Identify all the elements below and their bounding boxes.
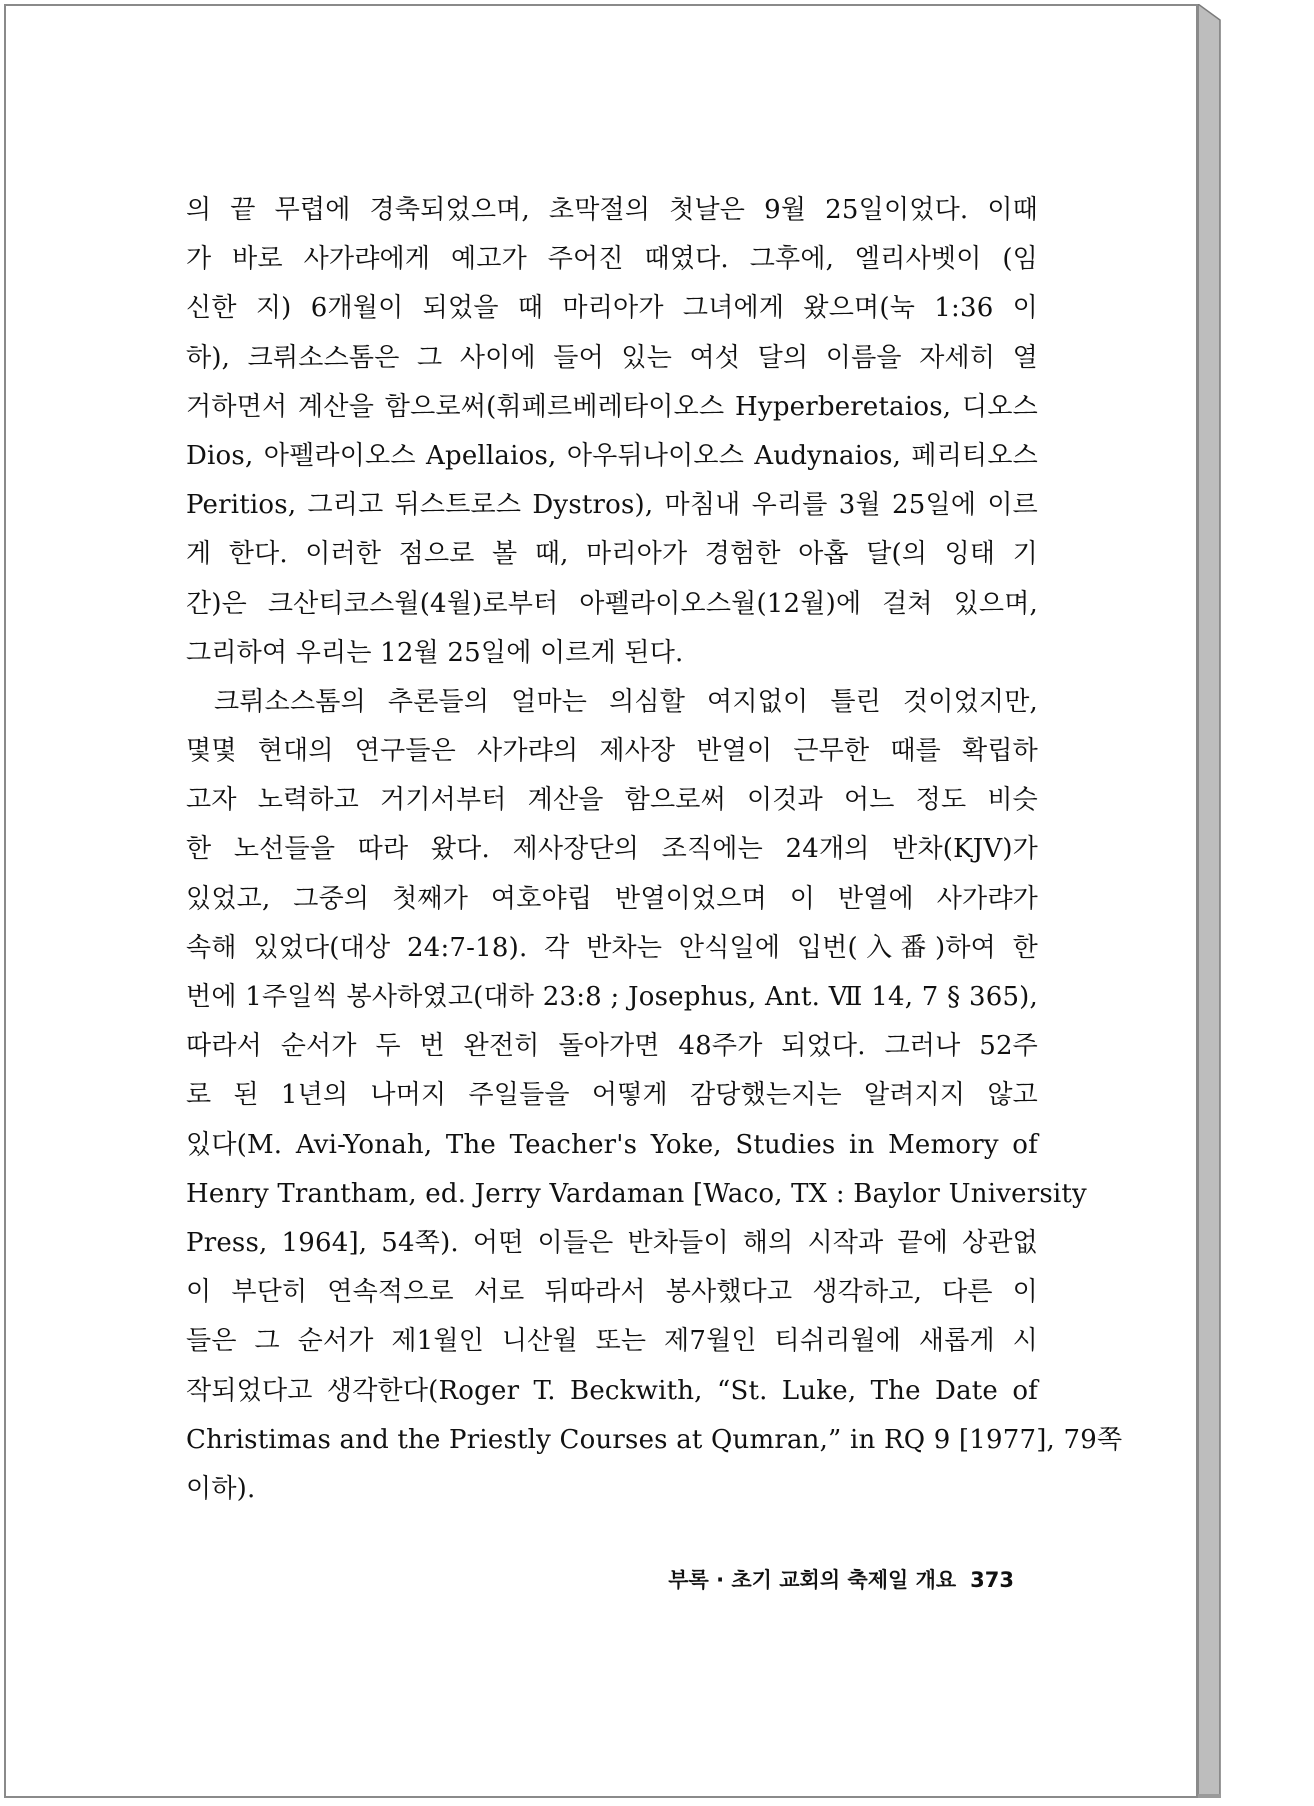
text-line: 몇몇 현대의 연구들은 사가랴의 제사장 반열이 근무한 때를 확립하 [186,736,1038,767]
text-line: 간)은 크산티코스월(4월)로부터 아펠라이오스월(12월)에 걸쳐 있으며, [186,588,1038,619]
text-line: 가 바로 사가랴에게 예고가 주어진 때였다. 그후에, 엘리사벳이 (임 [186,244,1038,275]
text-line: 의 끝 무렵에 경축되었으며, 초막절의 첫날은 9월 25일이었다. 이때 [186,195,1038,225]
text-line: 작되었다고 생각한다(Roger T. Beckwith, “St. Luke, The Date of [186,1375,1038,1406]
text-line: Press, 1964], 54쪽). 어떤 이들은 반차들이 해의 시작과 끝에 상관없 [186,1227,1038,1258]
text-line: Christimas and the Priestly Courses at Qumran,” in RQ 9 [1977], 79쪽 [186,1424,1123,1455]
text-line: 있다(M. Avi-Yonah, The Teacher's Yoke, Studies in Memory of [186,1129,1038,1160]
text-line: 거하면서 계산을 함으로써(휘페르베레타이오스 Hyperberetaios, 디오스 [186,391,1038,422]
text-line: 따라서 순서가 두 번 완전히 돌아가면 48주가 되었다. 그러나 52주 [186,1031,1038,1062]
text-line: Peritios, 그리고 뒤스트로스 Dystros), 마침내 우리를 3월 25일에 이르 [186,490,1038,521]
text-line: 로 된 1년의 나머지 주일들을 어떻게 감당했는지는 알려지지 않고 [186,1080,1038,1111]
page-edge-shadow [1198,4,1226,1798]
text-line: 크뤼소스톰의 추론들의 얼마는 의심할 여지없이 틀린 것이었지만, [214,686,1038,717]
text-line: Henry Trantham, ed. Jerry Vardaman [Waco, TX : Baylor University [186,1178,1087,1209]
text-line: 한 노선들을 따라 왔다. 제사장단의 조직에는 24개의 반차(KJV)가 [186,834,1038,865]
page-edge-graphic [1198,4,1226,1798]
body-text [186,186,1123,1514]
text-line: 속해 있었다(대상 24:7-18). 각 반차는 안식일에 입번(入番)하여 한 [186,932,1038,963]
text-line: 게 한다. 이러한 점으로 볼 때, 마리아가 경험한 아홉 달(의 잉태 기 [186,539,1038,570]
page-number: 373 [970,1568,1014,1592]
text-line: 고자 노력하고 거기서부터 계산을 함으로써 이것과 어느 정도 비슷 [186,785,1038,816]
text-line: 그리하여 우리는 12월 25일에 이르게 된다. [186,637,684,668]
text-line: 신한 지) 6개월이 되었을 때 마리아가 그녀에게 왔으며(눅 1:36 이 [186,293,1038,324]
text-line: Dios, 아펠라이오스 Apellaios, 아우뒤나이오스 Audynaios, 페리티오스 [186,440,1038,471]
text-line: 이하). [186,1473,256,1504]
text-line: 들은 그 순서가 제1월인 니산월 또는 제7월인 티쉬리월에 새롭게 시 [186,1326,1038,1357]
text-line: 하), 크뤼소스톰은 그 사이에 들어 있는 여섯 달의 이름을 자세히 열 [186,342,1038,373]
running-title: 부록 · 초기 교회의 축제일 개요 [668,1568,957,1592]
text-line: 이 부단히 연속적으로 서로 뒤따라서 봉사했다고 생각하고, 다른 이 [186,1277,1038,1308]
text-line: 있었고, 그중의 첫째가 여호야립 반열이었으며 이 반열에 사가랴가 [186,883,1038,914]
text-line: 번에 1주일씩 봉사하였고(대하 23:8 ; Josephus, Ant. Ⅶ 14, 7 § 365), [186,982,1038,1012]
page-footer [0,1564,1014,1594]
